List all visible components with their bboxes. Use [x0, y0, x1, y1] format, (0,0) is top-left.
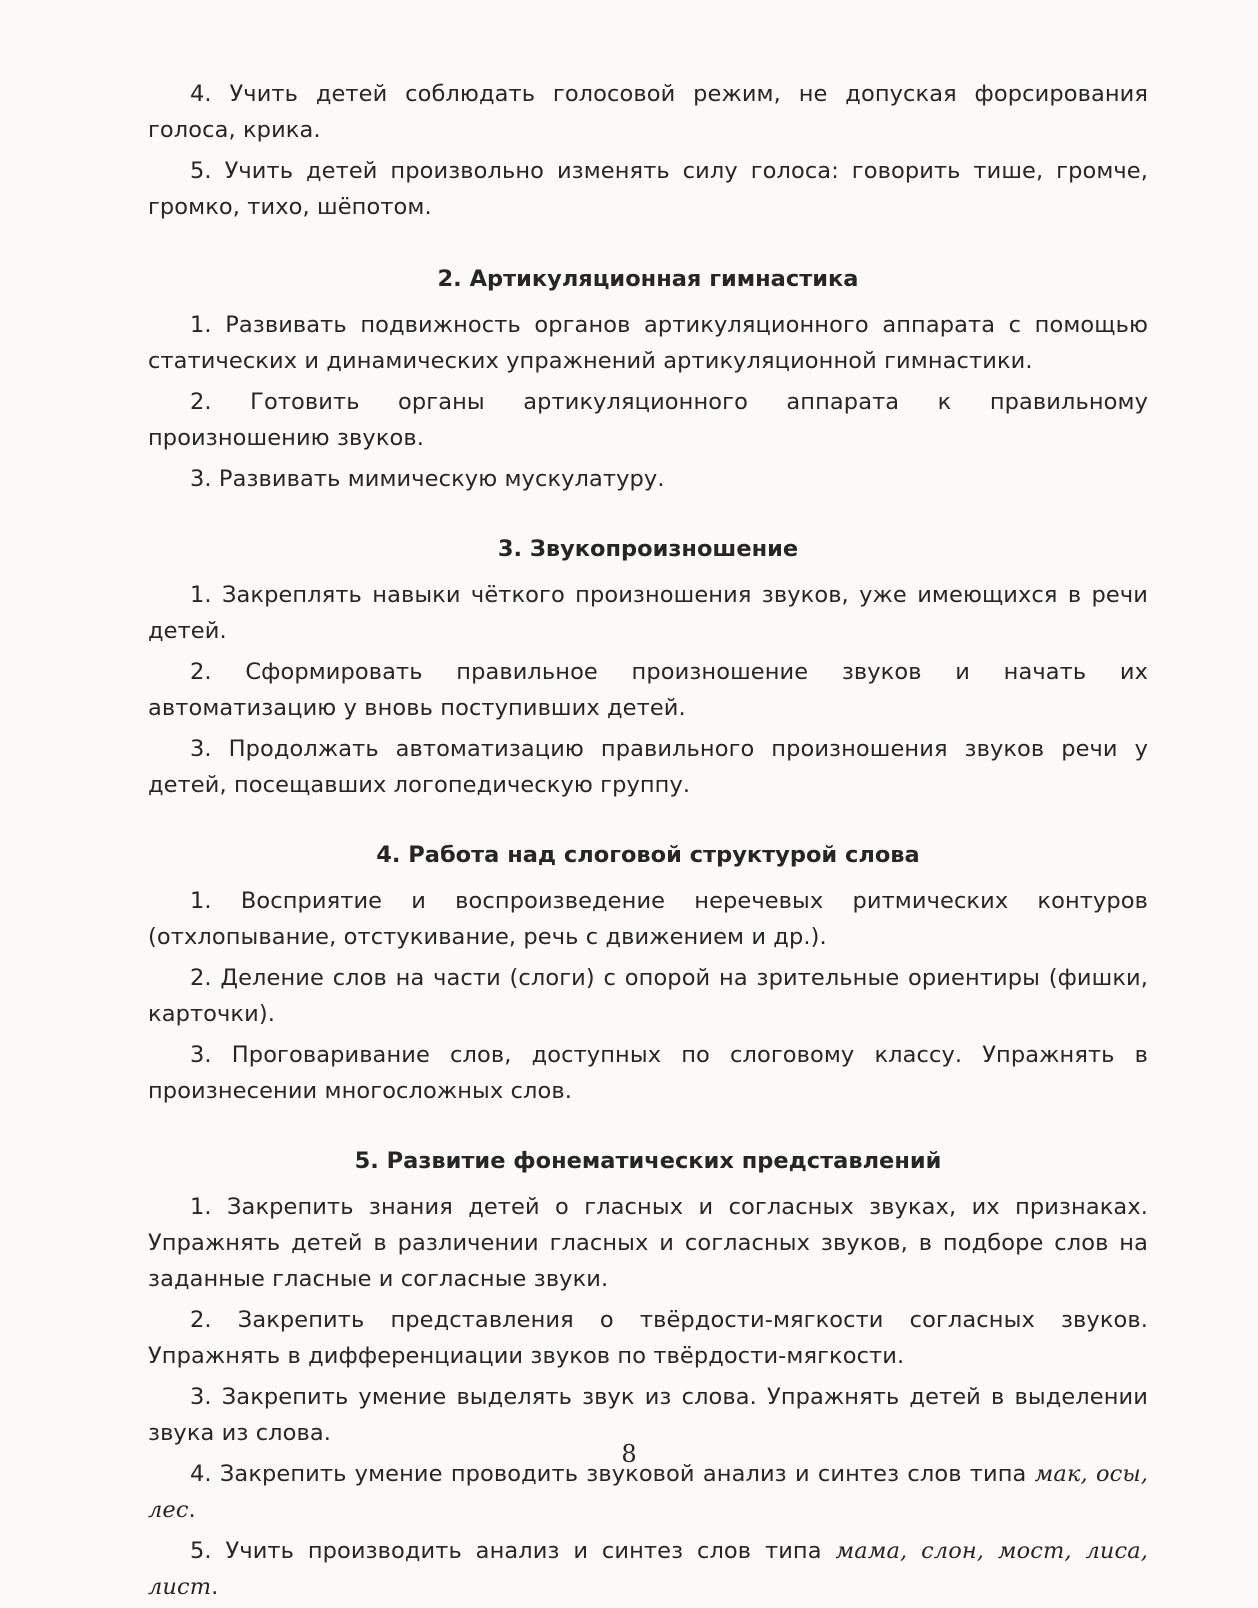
paragraph-phonemic-1: 1. Закрепить знания детей о гласных и согласных звуках, их признаках. Упражнять детей в различении гласных и согласных звуков, в подборе слов на заданные гласные и согласные звуки. [148, 1194, 1148, 1292]
example-words-4: мак, осы, лес [148, 1461, 1148, 1523]
example-words-5: мама, слон, мост, лиса, лист [148, 1538, 1148, 1600]
paragraph-syllable-1: 1. Восприятие и воспроизведение неречевых ритмических контуров (отхлопывание, отстукивание, речь с движением и др.). [148, 888, 1148, 950]
paragraph-articulation-3: 3. Развивать мимическую мускулатуру. [190, 466, 665, 492]
paragraph-phonemic-2: 2. Закрепить представления о твёрдости-мягкости согласных звуков. Упражнять в дифференциации звуков по твёрдости-мягкости. [148, 1307, 1148, 1369]
paragraph-phonemic-5-text: 5. Учить производить анализ и синтез слов типа [190, 1538, 836, 1564]
paragraph-phonemic-5-end: . [211, 1574, 219, 1600]
paragraph-phonemic-3: 3. Закрепить умение выделять звук из слова. Упражнять детей в выделении звука из слова. [148, 1384, 1148, 1446]
paragraph-pronunciation-1: 1. Закреплять навыки чёткого произношения звуков, уже имеющихся в речи детей. [148, 582, 1148, 644]
paragraph-syllable-3: 3. Проговаривание слов, доступных по слоговому классу. Упражнять в произнесении многосложных слов. [148, 1042, 1148, 1104]
paragraph-articulation-1: 1. Развивать подвижность органов артикуляционного аппарата с помощью статических и динамических упражнений артикуляционной гимнастики. [148, 312, 1148, 374]
paragraph-syllable-2: 2. Деление слов на части (слоги) с опорой на зрительные ориентиры (фишки, карточки). [148, 965, 1148, 1027]
section-title-articulation: 2. Артикуляционная гимнастика [437, 266, 859, 292]
page-content [148, 76, 1148, 1605]
section-title-syllable-structure: 4. Работа над слоговой структурой слова [376, 842, 920, 868]
paragraph-phonemic-4-end: . [188, 1497, 196, 1523]
paragraph-voice-regime: 4. Учить детей соблюдать голосовой режим, не допуская форсирования голоса, крика. [148, 81, 1148, 143]
paragraph-voice-strength: 5. Учить детей произвольно изменять силу голоса: говорить тише, громче, громко, тихо, шёпотом. [148, 158, 1148, 220]
paragraph-pronunciation-3: 3. Продолжать автоматизацию правильного произношения звуков речи у детей, посещавших логопедическую группу. [148, 736, 1148, 798]
paragraph-phonemic-4-text: 4. Закрепить умение проводить звуковой анализ и синтез слов типа [190, 1461, 1035, 1487]
page-number: 8 [621, 1440, 637, 1468]
paragraph-phonemic-5 [148, 1533, 1148, 1605]
section-title-pronunciation: 3. Звукопроизношение [497, 536, 799, 562]
paragraph-articulation-2: 2. Готовить органы артикуляционного аппарата к правильному произношению звуков. [148, 389, 1148, 451]
section-title-phonemic: 5. Развитие фонематических представлений [354, 1148, 942, 1174]
paragraph-pronunciation-2: 2. Сформировать правильное произношение звуков и начать их автоматизацию у вновь поступивших детей. [148, 659, 1148, 721]
